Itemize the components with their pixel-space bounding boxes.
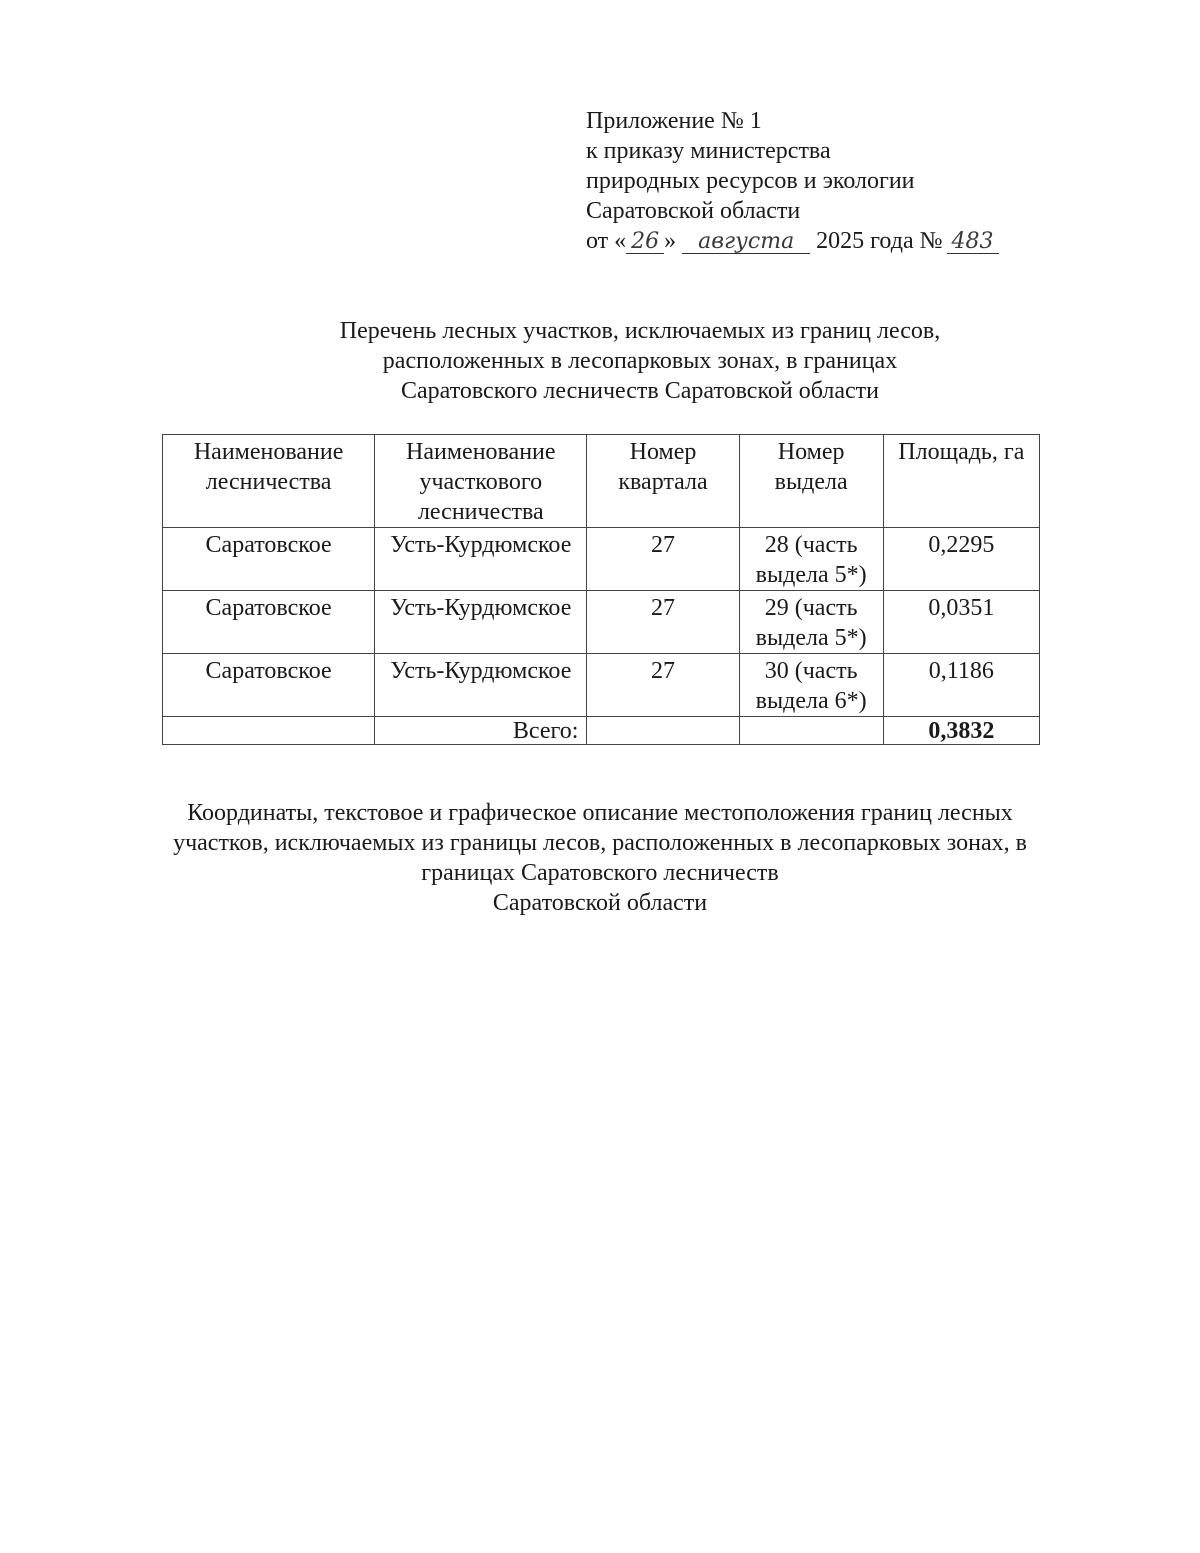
table-total-row [163,717,1040,745]
table-row [163,528,1040,591]
header-quarter-number: Номер квартала [587,435,739,528]
handwritten-day: 26 [626,231,664,254]
coordinates-title-line: Саратовской области [492,890,708,916]
table-header-row [163,435,1040,528]
header-district-forestry: Наименование участкового лесничества [375,435,587,528]
coordinates-title [150,798,1050,918]
cell-allotment-number: 28 (часть выдела 5*) [739,528,883,591]
table-row [163,591,1040,654]
appendix-header [586,106,1106,256]
header-area: Площадь, га [883,435,1039,528]
date-year-text: 2025 года № [816,228,943,254]
appendix-order-ref: к приказу министерства [586,138,831,164]
total-empty-cell [739,717,883,745]
total-area-value: 0,3832 [883,717,1039,745]
total-empty-cell [587,717,739,745]
cell-area: 0,2295 [883,528,1039,591]
cell-forestry: Саратовское [163,528,375,591]
cell-area: 0,1186 [883,654,1039,717]
total-label: Всего: [375,717,587,745]
coordinates-title-line: Координаты, текстовое и графическое описание местоположения границ лесных [187,800,1013,826]
appendix-ministry: природных ресурсов и экологии [586,168,915,194]
list-title-line: Саратовского лесничеств Саратовской области [401,378,879,404]
cell-allotment-number: 30 (часть выдела 6*) [739,654,883,717]
appendix-date-line [586,226,1106,256]
cell-quarter-number: 27 [587,654,739,717]
date-quote-close: » [664,228,677,254]
cell-district-forestry: Усть-Курдюмское [375,591,587,654]
header-allotment-number: Номер выдела [739,435,883,528]
forest-plots-table [162,434,1040,745]
coordinates-title-line: участков, исключаемых из границы лесов, расположенных в лесопарковых зонах, в [173,830,1027,856]
appendix-number: Приложение № 1 [586,108,762,134]
list-title-line: Перечень лесных участков, исключаемых из границ лесов, [339,318,941,344]
handwritten-month: августа [682,231,810,254]
cell-district-forestry: Усть-Курдюмское [375,654,587,717]
handwritten-order-number: 483 [947,231,999,254]
table-row [163,654,1040,717]
coordinates-title-line: границах Саратовского лесничеств [421,860,779,886]
cell-forestry: Саратовское [163,654,375,717]
appendix-region: Саратовской области [586,198,801,224]
total-empty-cell [163,717,375,745]
list-title [240,316,1040,406]
cell-quarter-number: 27 [587,528,739,591]
cell-quarter-number: 27 [587,591,739,654]
cell-allotment-number: 29 (часть выдела 5*) [739,591,883,654]
date-prefix: от « [586,228,627,254]
cell-area: 0,0351 [883,591,1039,654]
list-title-line: расположенных в лесопарковых зонах, в границах [382,348,898,374]
cell-district-forestry: Усть-Курдюмское [375,528,587,591]
header-forestry: Наименование лесничества [163,435,375,528]
cell-forestry: Саратовское [163,591,375,654]
